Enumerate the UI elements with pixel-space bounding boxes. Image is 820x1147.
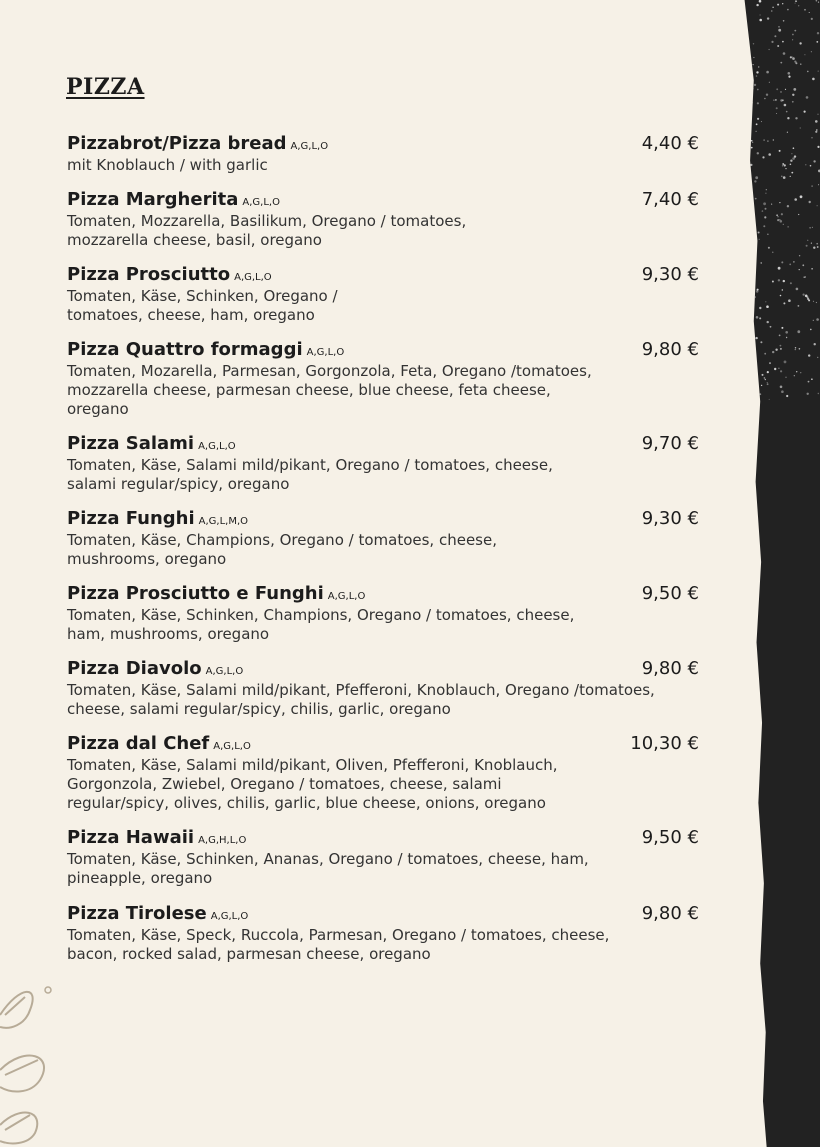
item-name: Pizza Hawaii <box>67 827 195 848</box>
item-name: Pizza Margherita <box>67 189 239 210</box>
leaf-decoration-icon <box>0 975 60 1147</box>
item-name: Pizza Prosciutto <box>67 264 231 285</box>
section-title: PIZZA <box>66 74 145 100</box>
item-name: Pizza dal Chef <box>67 733 210 754</box>
menu-item: Pizza Tirolese A,G,L,O 9,80 € Tomaten, Käse, Speck, Ruccola, Parmesan, Oregano / tomatoes, cheese, bacon, rocked salad, parmesan cheese, oregano <box>67 903 699 963</box>
item-description: Tomaten, Käse, Schinken, Ananas, Oregano / tomatoes, cheese, ham, pineapple, oregano <box>67 850 589 887</box>
chalk-speckle <box>728 0 820 1147</box>
item-price: 9,70 € <box>641 433 699 454</box>
item-description: Tomaten, Käse, Champions, Oregano / tomatoes, cheese, mushrooms, oregano <box>67 531 497 568</box>
item-price: 10,30 € <box>630 733 699 754</box>
menu-item: Pizzabrot/Pizza bread A,G,L,O 4,40 € mit Knoblauch / with garlic <box>67 133 699 174</box>
item-price: 9,30 € <box>641 508 699 529</box>
item-name: Pizza Prosciutto e Funghi <box>67 583 324 604</box>
menu-item: Pizza Diavolo A,G,L,O 9,80 € Tomaten, Käse, Salami mild/pikant, Pfefferoni, Knoblauch, Oregano /tomatoes, cheese, salami regular/spicy, chilis, garlic, oregano <box>67 658 699 718</box>
item-name: Pizza Salami <box>67 433 195 454</box>
item-name: Pizza Funghi <box>67 508 195 529</box>
menu-item: Pizza Hawaii A,G,H,L,O 9,50 € Tomaten, Käse, Schinken, Ananas, Oregano / tomatoes, cheese, ham, pineapple, oregano <box>67 827 699 887</box>
item-price: 7,40 € <box>641 189 699 210</box>
menu-item: Pizza dal Chef A,G,L,O 10,30 € Tomaten, Käse, Salami mild/pikant, Oliven, Pfefferoni, Knoblauch, Gorgonzola, Zwiebel, Oregano / tomatoes, cheese, salami regular/spicy, olives, chilis, garlic, blue cheese, onions, oregano <box>67 733 699 812</box>
item-name: Pizza Tirolese <box>67 903 207 924</box>
item-name: Pizza Diavolo <box>67 658 202 679</box>
item-description: mit Knoblauch / with garlic <box>67 156 268 174</box>
item-description: Tomaten, Käse, Speck, Ruccola, Parmesan, Oregano / tomatoes, cheese, bacon, rocked salad, parmesan cheese, oregano <box>67 926 610 963</box>
menu-item: Pizza Salami A,G,L,O 9,70 € Tomaten, Käse, Salami mild/pikant, Oregano / tomatoes, cheese, salami regular/spicy, oregano <box>67 433 699 493</box>
menu-item: Pizza Prosciutto A,G,L,O 9,30 € Tomaten, Käse, Schinken, Oregano / tomatoes, cheese, ham, oregano <box>67 264 699 324</box>
menu-item: Pizza Margherita A,G,L,O 7,40 € Tomaten, Mozzarella, Basilikum, Oregano / tomatoes, mozzarella cheese, basil, oregano <box>67 189 699 249</box>
item-description: Tomaten, Käse, Salami mild/pikant, Pfefferoni, Knoblauch, Oregano /tomatoes, cheese, salami regular/spicy, chilis, garlic, oregano <box>67 681 655 718</box>
item-price: 9,30 € <box>641 264 699 285</box>
item-description: Tomaten, Käse, Schinken, Oregano / tomatoes, cheese, ham, oregano <box>67 287 338 324</box>
chalkboard-edge <box>728 0 820 1147</box>
item-name: Pizza Quattro formaggi <box>67 339 303 360</box>
item-description: Tomaten, Käse, Salami mild/pikant, Oregano / tomatoes, cheese, salami regular/spicy, oregano <box>67 456 553 493</box>
item-name: Pizzabrot/Pizza bread <box>67 133 287 154</box>
item-price: 9,80 € <box>641 658 699 679</box>
item-description: Tomaten, Mozarella, Parmesan, Gorgonzola, Feta, Oregano /tomatoes, mozzarella cheese, parmesan cheese, blue cheese, feta cheese, oregano <box>67 362 592 418</box>
item-description: Tomaten, Mozzarella, Basilikum, Oregano / tomatoes, mozzarella cheese, basil, oregano <box>67 212 467 249</box>
item-price: 9,80 € <box>641 339 699 360</box>
menu-item: Pizza Quattro formaggi A,G,L,O 9,80 € Tomaten, Mozarella, Parmesan, Gorgonzola, Feta, Oregano /tomatoes, mozzarella cheese, parmesan cheese, blue cheese, feta cheese, oregano <box>67 339 699 418</box>
menu-list <box>67 132 699 977</box>
item-price: 9,80 € <box>641 903 699 924</box>
item-description: Tomaten, Käse, Salami mild/pikant, Oliven, Pfefferoni, Knoblauch, Gorgonzola, Zwiebel, Oregano / tomatoes, cheese, salami regular/spicy, olives, chilis, garlic, blue cheese, onions, oregano <box>67 756 558 812</box>
item-price: 9,50 € <box>641 583 699 604</box>
menu-item: Pizza Prosciutto e Funghi A,G,L,O 9,50 € Tomaten, Käse, Schinken, Champions, Oregano / tomatoes, cheese, ham, mushrooms, oregano <box>67 583 699 643</box>
menu-item: Pizza Funghi A,G,L,M,O 9,30 € Tomaten, Käse, Champions, Oregano / tomatoes, cheese, mushrooms, oregano <box>67 508 699 568</box>
item-price: 4,40 € <box>641 133 699 154</box>
item-price: 9,50 € <box>641 827 699 848</box>
item-description: Tomaten, Käse, Schinken, Champions, Oregano / tomatoes, cheese, ham, mushrooms, oregano <box>67 606 575 643</box>
